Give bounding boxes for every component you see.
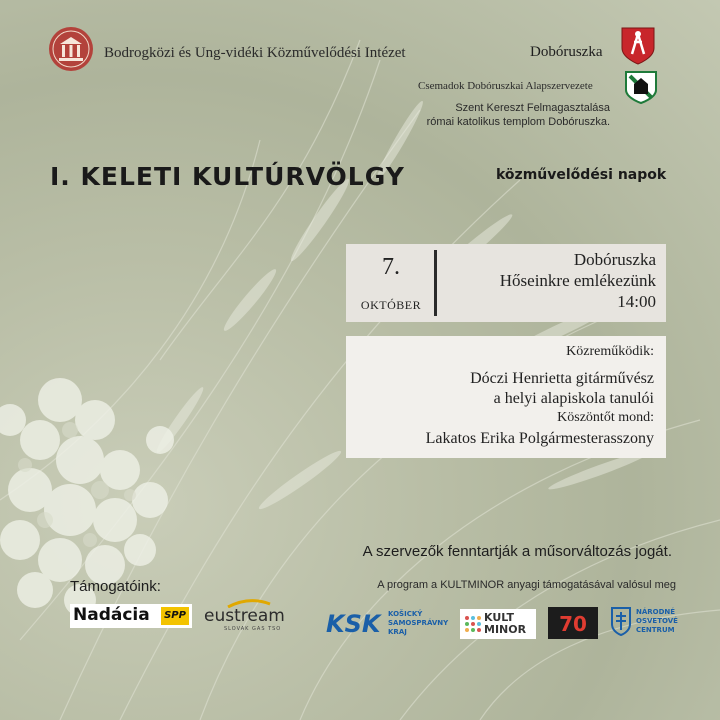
program-support-note: A program a KULTMINOR anyagi támogatásával valósul meg (377, 579, 676, 591)
ksk-logo-text: KOŠICKÝ SAMOSPRÁVNY KRAJ (388, 610, 449, 636)
organizer-name: Bodrogközi és Ung-vidéki Közművelődési Intézet (104, 45, 406, 61)
anniversary-70-icon (548, 607, 598, 639)
event-series-title: I. KELETI KULTÚRVÖLGY (50, 162, 405, 191)
building-columns-icon (48, 26, 94, 72)
ksk-logo (326, 608, 454, 640)
nadacia-spp-logo (70, 604, 192, 628)
program-info-box (346, 336, 666, 458)
anniversary-70-logo (548, 607, 598, 639)
ksk-logo-mark: KSK (326, 610, 381, 638)
nadacia-logo-text: Nadácia (73, 605, 150, 625)
association-name: Csemadok Dobóruszkai Alapszervezete (418, 80, 593, 92)
church-name-line2: római katolikus templom Dobóruszka. (426, 116, 610, 128)
kultminor-line1: KULT (484, 611, 514, 624)
change-notice: A szervezők fenntartják a műsorváltozás jogát. (362, 543, 672, 560)
anniversary-70-text: 70 (559, 612, 587, 636)
greeter-name: Lakatos Erika Polgármesterasszony (425, 430, 654, 447)
eustream-logo-subtext: SLOVAK GAS TSO (224, 626, 282, 632)
date-divider (434, 250, 437, 316)
date-month: OKTÓBER (360, 298, 422, 312)
town-crest-icon (620, 26, 656, 66)
event-place: Dobóruszka (573, 250, 656, 269)
noc-logo (610, 604, 680, 640)
performer-1: Dóczi Henrietta gitárművész (470, 370, 654, 387)
supporters-label: Támogatóink: (70, 578, 161, 595)
performer-2: a helyi alapiskola tanulói (493, 390, 654, 407)
eustream-logo-text: eustream (204, 606, 285, 626)
eustream-logo (204, 598, 284, 632)
greeting-label: Köszöntőt mond: (557, 410, 654, 425)
kultminor-line2: MINOR (484, 623, 527, 636)
noc-emblem-icon (610, 606, 632, 636)
kultminor-logo-text (484, 612, 526, 636)
town-name: Dobóruszka (530, 44, 603, 60)
noc-logo-text: NÁRODNÉ OSVETOVÉ CENTRUM (636, 608, 678, 634)
event-series-subtitle: közművelődési napok (496, 167, 667, 183)
event-title: Hőseinkre emlékezünk (499, 271, 656, 290)
date-box (346, 244, 666, 322)
date-day: 7. (382, 254, 400, 280)
kultminor-logo (460, 609, 536, 639)
csemadok-crest-icon (624, 70, 658, 104)
contributors-label: Közreműködik: (566, 344, 654, 359)
event-time: 14:00 (617, 292, 656, 311)
kultminor-dots-icon (464, 615, 482, 633)
church-name-line1: Szent Kereszt Felmagasztalása (455, 102, 610, 114)
spp-logo-text: SPP (161, 607, 189, 625)
